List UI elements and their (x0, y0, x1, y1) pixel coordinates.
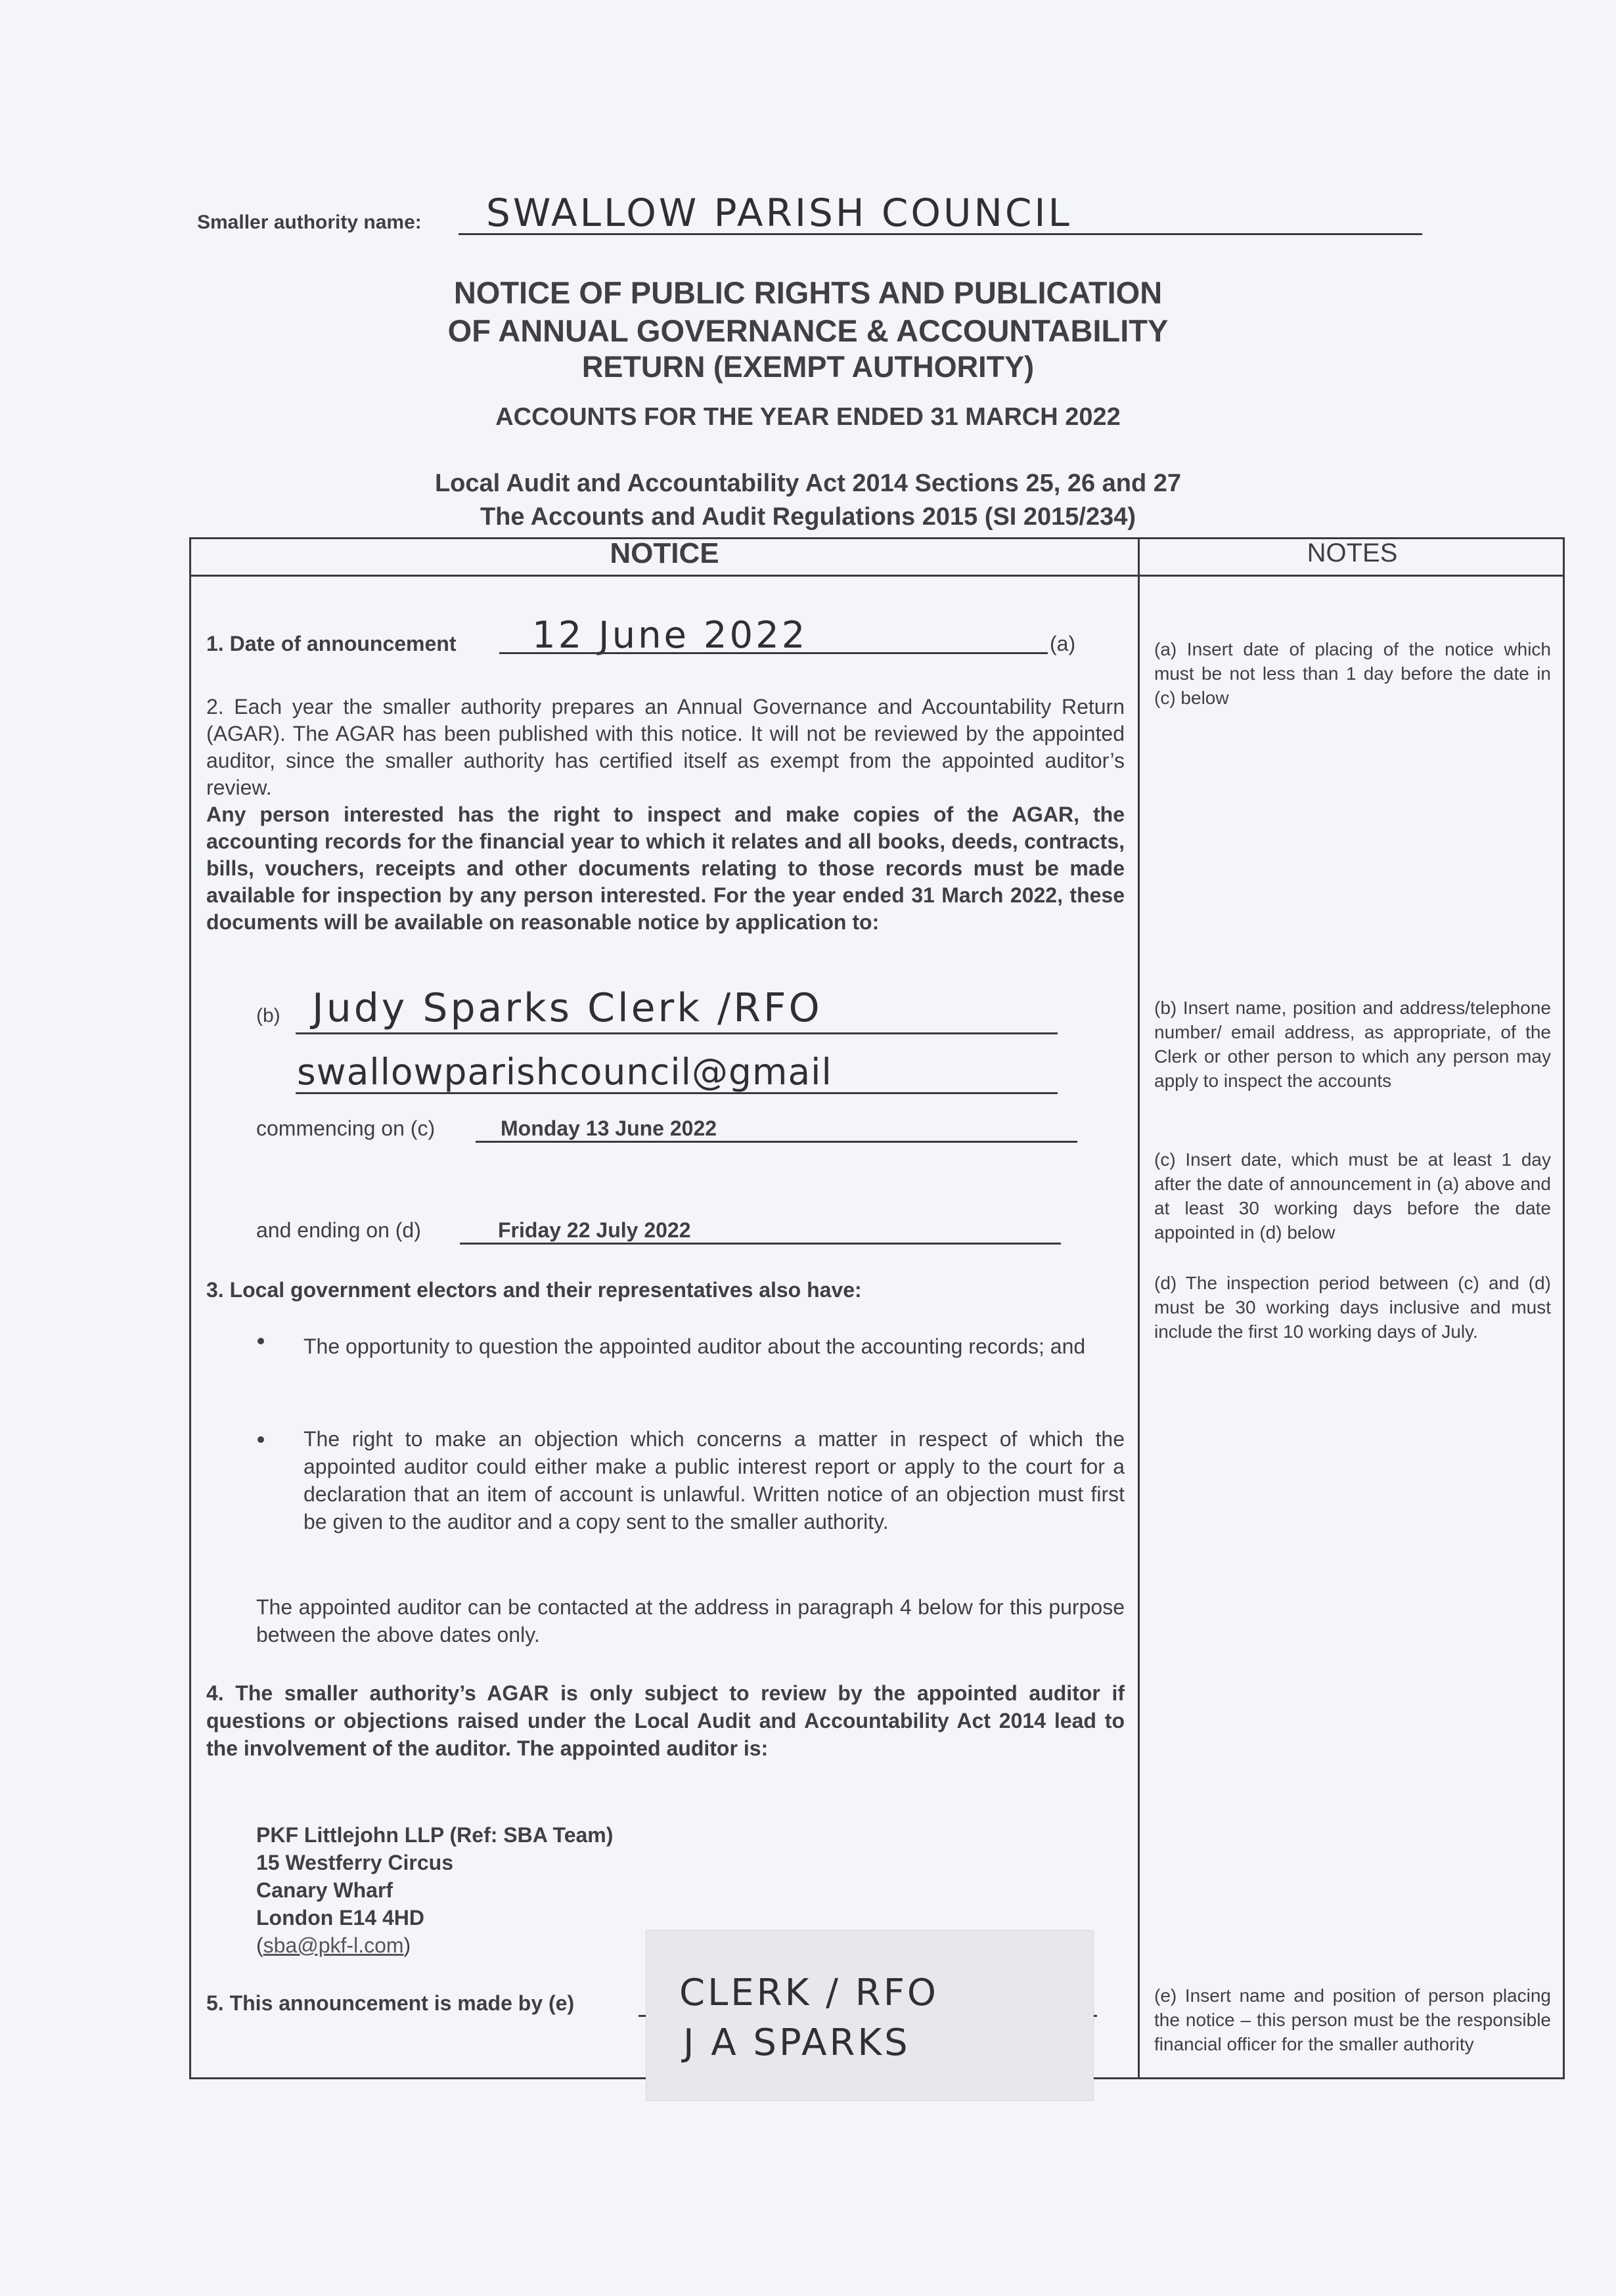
paragraph-4-text: 4. The smaller authority’s AGAR is only subject to review by the appointed auditor if questions or objections raised under the Local Audit and Accountability Act 2014 lead to the involvement of the auditor. The appointed auditor is: (206, 1681, 1125, 1760)
signer-role-handwritten: CLERK / RFO (679, 1972, 939, 2014)
contact-email-handwritten: swallowparishcouncil@gmail (297, 1051, 832, 1093)
paragraph-5-label: 5. This announcement is made by (e) (206, 1991, 575, 2015)
auditor-email-close: ) (403, 1933, 411, 1957)
note-c: (c) Insert date, which must be at least 1 day after the date of announcement in (a) above and at least 30 working days before the date appointed in (d) below (1154, 1149, 1551, 1243)
bullet-2-dot (258, 1436, 264, 1443)
auditor-address-line-1: 15 Westferry Circus (256, 1851, 453, 1874)
authority-name-label: Smaller authority name: (197, 211, 422, 233)
bullet-1-text: The opportunity to question the appointed auditor about the accounting records; and (303, 1335, 1086, 1358)
commencing-label: commencing on (c) (256, 1116, 436, 1140)
paragraph-3-heading: 3. Local government electors and their representatives also have: (206, 1278, 862, 1302)
bullet-2-text: The right to make an objection which concerns a matter in respect of which the appointed auditor could either make a public interest report or apply to the court for a declaration that an item of account is unlawful. Written notice of an objection must first be given to the auditor and a copy sent to the smaller authority. (303, 1427, 1125, 1534)
date-of-announcement-underline (499, 652, 1048, 654)
table-column-divider (1138, 537, 1140, 2079)
bullet-1-dot (258, 1338, 264, 1344)
contact-name-underline (296, 1032, 1058, 1034)
signature-label-sticker (646, 1931, 1093, 2100)
auditor-address-line-3: London E14 4HD (256, 1906, 425, 1930)
contact-email-underline (296, 1092, 1058, 1094)
note-d: (d) The inspection period between (c) and (d) must be 30 working days inclusive and must include the first 10 working days of July. (1154, 1273, 1551, 1342)
title-line-1: NOTICE OF PUBLIC RIGHTS AND PUBLICATION (453, 275, 1163, 310)
ending-label: and ending on (d) (256, 1218, 421, 1242)
date-of-announcement-label: 1. Date of announcement (206, 632, 457, 655)
authority-name-underline (459, 233, 1422, 235)
ending-underline (460, 1243, 1061, 1245)
contact-ref-b: (b) (256, 1005, 281, 1027)
auditor-address-line-2: Canary Wharf (256, 1878, 393, 1902)
title-line-2: OF ANNUAL GOVERNANCE & ACCOUNTABILITY (447, 313, 1169, 348)
date-ref-a: (a) (1050, 632, 1076, 655)
regulations-reference: The Accounts and Audit Regulations 2015 (SI 2015/234) (480, 503, 1136, 531)
commencing-underline (476, 1141, 1077, 1143)
note-b: (b) Insert name, position and address/telephone number/ email address, as appropriate, of the Clerk or other person to which any person may apply to inspect the accounts (1154, 998, 1551, 1091)
ending-date: Friday 22 July 2022 (498, 1218, 691, 1242)
title-line-3: RETURN (EXEMPT AUTHORITY) (581, 350, 1035, 384)
signer-name-handwritten: J A SPARKS (683, 2021, 910, 2064)
paragraph-2-intro (206, 694, 1125, 936)
accounts-year: ACCOUNTS FOR THE YEAR ENDED 31 MARCH 2022 (495, 403, 1121, 431)
notes-column-header: NOTES (1307, 539, 1398, 567)
contact-name-handwritten: Judy Sparks Clerk /RFO (312, 985, 822, 1031)
paragraph-2-text-a: 2. Each year the smaller authority prepares an Annual Governance and Accountability Return (AGAR). The AGAR has been published with this notice. It will not be reviewed by the appointed auditor, since the smaller authority has certified itself as exempt from the appointed auditor’s review. (206, 695, 1125, 799)
date-of-announcement-value: 12 June 2022 (532, 614, 808, 657)
note-e: (e) Insert name and position of person placing the notice – this person must be the responsible financial officer for the smaller authority (1154, 1985, 1551, 2054)
auditor-name: PKF Littlejohn LLP (Ref: SBA Team) (256, 1823, 614, 1847)
paragraph-2-text-b: Any person interested has the right to inspect and make copies of the AGAR, the accounting records for the financial year to which it relates and all books, deeds, contracts, bills, vouchers, receipts and other documents relating to those records must be made available for inspection by any person interested. For the year ended 31 March 2022, these documents will be available on reasonable notice by application to: (206, 803, 1125, 934)
commencing-date: Monday 13 June 2022 (501, 1116, 717, 1140)
auditor-email-line (256, 1932, 613, 1959)
auditor-contact-text: The appointed auditor can be contacted at the address in paragraph 4 below for this purpose between the above dates only. (256, 1595, 1125, 1646)
notice-column-header: NOTICE (610, 537, 719, 569)
note-a: (a) Insert date of placing of the notice which must be not less than 1 day before the date in (c) below (1154, 639, 1551, 708)
table-header-divider (189, 575, 1565, 577)
auditor-email-open: ( (256, 1933, 263, 1957)
auditor-address (256, 1821, 613, 1959)
act-reference: Local Audit and Accountability Act 2014 Sections 25, 26 and 27 (434, 470, 1182, 497)
auditor-email-link[interactable]: sba@pkf-l.com (263, 1933, 404, 1957)
authority-name-value: SWALLOW PARISH COUNCIL (486, 190, 1072, 235)
